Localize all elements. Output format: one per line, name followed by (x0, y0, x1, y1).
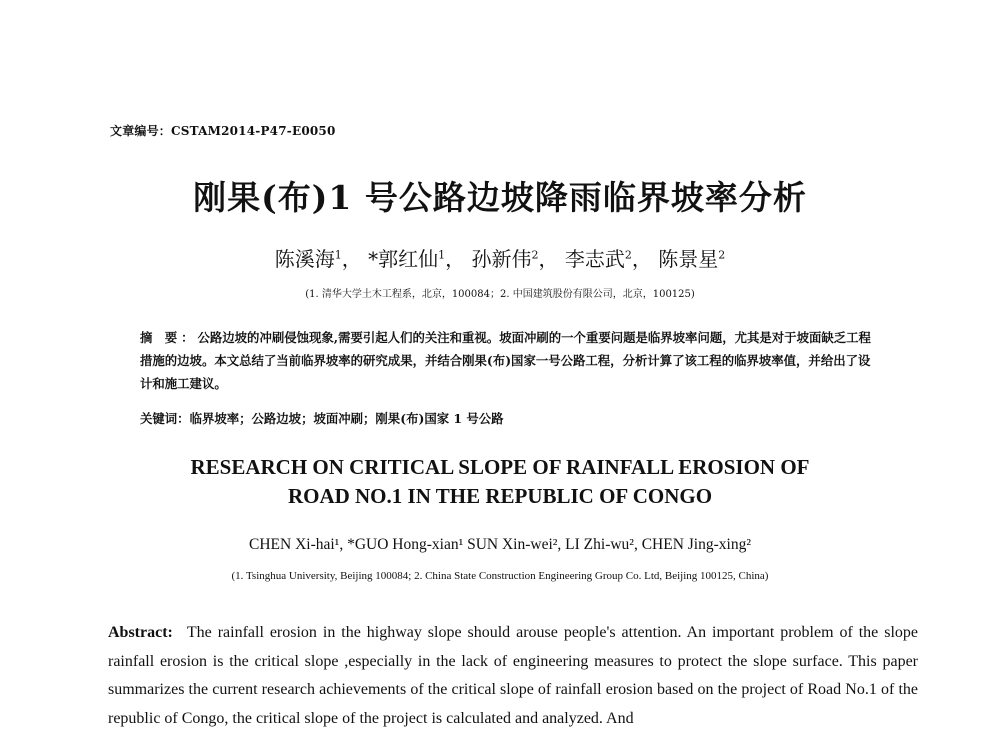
author-name: 李志武 (564, 247, 625, 271)
chinese-abstract (140, 326, 880, 395)
chinese-affiliation: (1. 清华大学土木工程系，北京，100084；2. 中国建筑股份有限公司，北京，100125) (305, 289, 695, 300)
author-name: *郭红仙 (368, 247, 439, 271)
author-affiliation-mark: 2 (718, 248, 726, 262)
chinese-abstract-label: 摘 要： (140, 330, 198, 345)
author-affiliation-mark: 1 (334, 248, 342, 262)
author-separator: ， (341, 247, 362, 271)
english-title (0, 453, 1000, 511)
author-name: 陈景星 (658, 247, 719, 271)
chinese-authors (0, 243, 1000, 272)
author-separator: ， (538, 247, 559, 271)
author-affiliation-mark: 2 (624, 248, 632, 262)
english-abstract-label: Abstract: (108, 624, 173, 641)
author-separator: ， (445, 247, 466, 271)
chinese-keywords-text: 临界坡率；公路边坡；坡面冲刷；刚果(布)国家 1 号公路 (189, 411, 504, 426)
article-number: 文章编号：CSTAM2014-P47-E0050 (110, 124, 336, 138)
chinese-keywords-label: 关键词： (140, 411, 190, 426)
chinese-abstract-text: 公路边坡的冲刷侵蚀现象,需要引起人们的关注和重视。坡面冲刷的一个重要问题是临界坡率问题，尤其是对于坡面缺乏工程措施的边坡。本文总结了当前临界坡率的研究成果，并结合刚果(布)国家一号公路工程，分析计算了该工程的临界坡率值，并给出了设计和施工建议。 (140, 330, 871, 391)
english-abstract-text: The rainfall erosion in the highway slope should arouse people's attention. An important problem of the slope rainfall erosion is the critical slope ,especially in the lack of engineering measures to protect the slope surface. This paper summarizes the current research achievements of the critical slope of rainfall erosion based on the project of Road No.1 of the republic of Congo, the critical slope of the project is calculated and analyzed. And (108, 624, 918, 727)
author-name: 陈溪海 (274, 247, 335, 271)
english-abstract (108, 619, 918, 733)
english-title-line: ROAD NO.1 IN THE REPUBLIC OF CONGO (287, 484, 713, 508)
english-title-line: RESEARCH ON CRITICAL SLOPE OF RAINFALL EROSION OF (190, 455, 810, 479)
chinese-title: 刚果(布)1 号公路边坡降雨临界坡率分析 (193, 178, 807, 217)
author-separator: ， (631, 247, 652, 271)
author-name: 孙新伟 (471, 247, 532, 271)
english-authors: CHEN Xi-hai¹, *GUO Hong-xian¹ SUN Xin-wei², LI Zhi-wu², CHEN Jing-xing² (249, 536, 751, 553)
chinese-keywords (140, 409, 880, 427)
author-affiliation-mark: 1 (438, 248, 446, 262)
english-affiliation: (1. Tsinghua University, Beijing 100084; 2. China State Construction Engineering Group Co. Ltd, Beijing 100125, China) (231, 570, 769, 582)
author-affiliation-mark: 2 (531, 248, 539, 262)
